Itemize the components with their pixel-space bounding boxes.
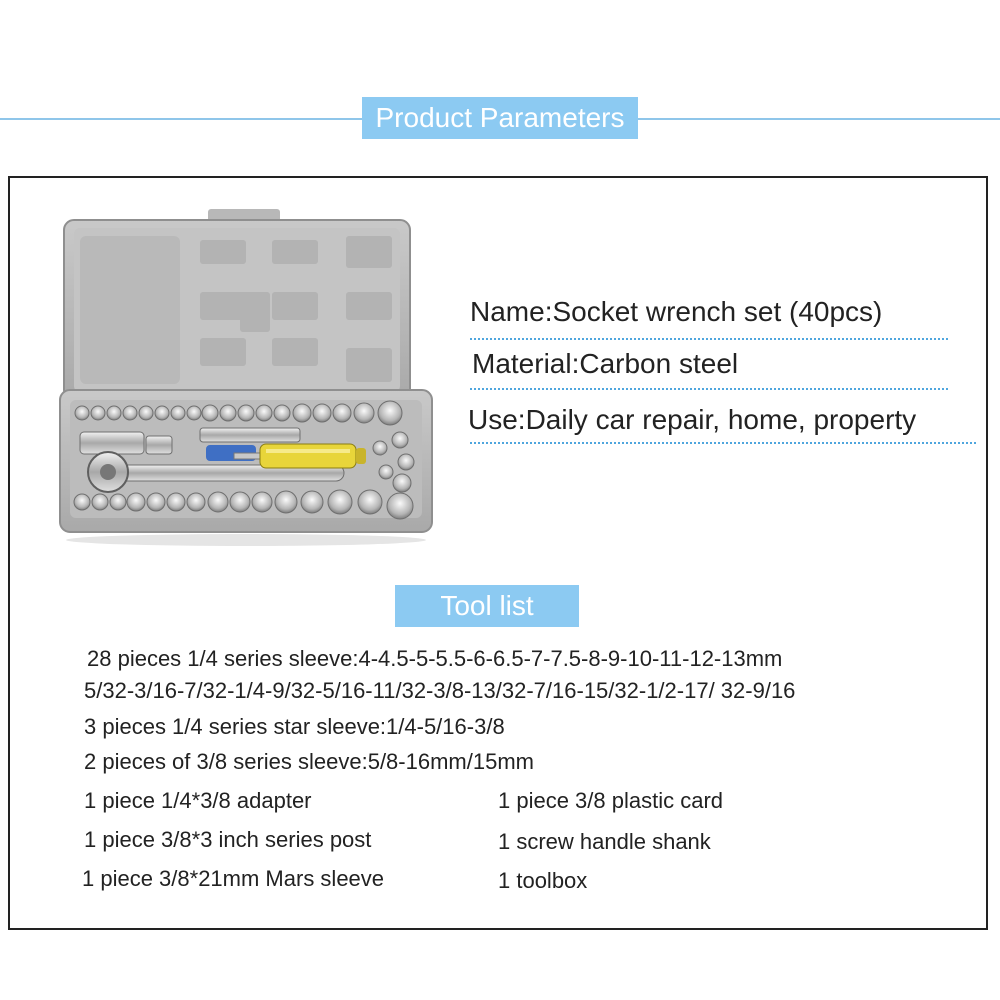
tool-list-item: 1 screw handle shank: [498, 829, 711, 854]
tool-list-item: 1 piece 1/4*3/8 adapter: [84, 788, 312, 813]
tool-list-line: 28 pieces 1/4 series sleeve:4-4.5-5-5.5-6-6.5-7-7.5-8-9-10-11-12-13mm: [87, 646, 783, 671]
tool-list-line: 5/32-3/16-7/32-1/4-9/32-5/16-11/32-3/8-13/32-7/16-15/32-1/2-17/ 32-9/16: [84, 678, 796, 703]
tool-list-title: Tool list: [395, 585, 579, 627]
tool-list-line: 3 pieces 1/4 series star sleeve:1/4-5/16-3/8: [84, 714, 505, 739]
tool-list-item: 1 piece 3/8*3 inch series post: [84, 827, 372, 852]
tool-list-line: 2 pieces of 3/8 series sleeve:5/8-16mm/15mm: [84, 749, 534, 774]
tool-list-item: 1 piece 3/8*21mm Mars sleeve: [82, 866, 385, 891]
header-rule-left: [0, 118, 362, 120]
tool-list-item: 1 piece 3/8 plastic card: [498, 788, 724, 813]
tool-list-item: 1 toolbox: [498, 868, 588, 893]
spec-material: Material:Carbon steel: [472, 348, 739, 379]
socket-wrench-set-case-icon: [50, 200, 450, 560]
dotted-divider: [470, 338, 948, 340]
dotted-divider: [470, 442, 976, 444]
header-rule-right: [638, 118, 1000, 120]
header-title: Product Parameters: [362, 97, 638, 139]
spec-use: Use:Daily car repair, home, property: [468, 404, 917, 435]
spec-name: Name:Socket wrench set (40pcs): [470, 296, 883, 327]
dotted-divider: [470, 388, 948, 390]
